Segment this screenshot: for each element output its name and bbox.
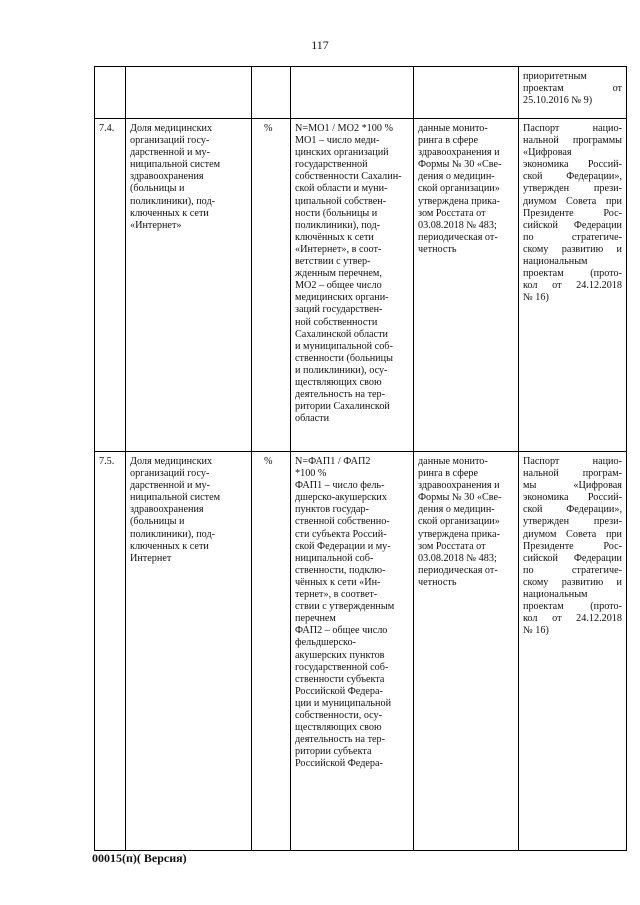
- calculation-method-line: ственности (больницы: [295, 352, 393, 364]
- calculation-method-line: ственности субъекта: [295, 673, 385, 685]
- calculation-method-line: области: [295, 413, 330, 425]
- calculation-method-line: государственной: [295, 159, 368, 171]
- calculation-method-line: и муниципальной соб-: [295, 340, 393, 352]
- data-source-line: ской организации»: [418, 183, 500, 195]
- data-source-line: утверждена прика-: [418, 528, 500, 540]
- legal-basis-line: проектам (прото-: [523, 268, 622, 280]
- indicator-name-line: «Интернет»: [130, 219, 182, 231]
- calculation-method-line: МО1 – число меди-: [295, 135, 380, 147]
- legal-basis-line: проектам (прото-: [523, 601, 622, 613]
- legal-basis-line: нальной программы: [523, 135, 622, 147]
- data-source-line: дения о медицин-: [418, 171, 495, 183]
- data-source-line: ской организации»: [418, 516, 500, 528]
- legal-basis-line: Паспорт нацио-: [523, 456, 622, 467]
- indicator-name-line: здравоохранения: [130, 504, 204, 516]
- calculation-method-line: ственности, подклю-: [295, 564, 386, 576]
- data-source-cell: [414, 67, 519, 119]
- calculation-method-line: чённых к сети «Ин-: [295, 576, 381, 588]
- legal-basis-line: сийской Федерации: [523, 219, 622, 231]
- calculation-method-line: N=ФАП1 / ФАП2: [295, 456, 371, 467]
- indicator-name-cell: [126, 119, 252, 452]
- legal-basis-line: скому развитию и: [523, 243, 622, 255]
- indicator-name-line: (больницы и: [130, 183, 185, 195]
- data-source-line: периодическая от-: [418, 231, 498, 243]
- legal-basis-line: ской Федерации»,: [523, 504, 622, 516]
- calculation-method-line: ности (больницы и: [295, 207, 378, 219]
- row-number-cell: [95, 67, 126, 119]
- calculation-method-line: собственности Сахалин-: [295, 171, 402, 183]
- data-source-line: ринга в сфере: [418, 135, 478, 147]
- calculation-method-line: ществляющих свою: [295, 722, 382, 734]
- calculation-method-line: ственной собственно-: [295, 516, 390, 528]
- data-source-line: четность: [418, 243, 457, 255]
- calculation-method-cell: [291, 67, 414, 119]
- indicator-name-line: Интернет: [130, 552, 172, 564]
- legal-basis-line: диумом Совета при: [523, 195, 622, 207]
- unit-cell: [252, 67, 291, 119]
- legal-basis-line: Паспорт нацио-: [523, 123, 622, 134]
- row-number: 7.4.: [99, 123, 115, 134]
- document-version-footer: 00015(п)( Версия): [92, 851, 187, 865]
- calculation-method-line: N=МО1 / МО2 *100 %: [295, 123, 393, 134]
- legal-basis-line: «Цифровая: [523, 147, 572, 159]
- indicator-name-line: дарственной и му-: [130, 147, 210, 159]
- calculation-method-line: ной собственности: [295, 316, 378, 328]
- legal-basis-line: приоритетным: [523, 71, 587, 82]
- page-number: 117: [311, 38, 329, 52]
- calculation-method-cell: [291, 119, 414, 452]
- calculation-method-line: деятельность на тер-: [295, 734, 386, 746]
- data-source-line: здравоохранения и: [418, 147, 500, 159]
- calculation-method-line: жденным перечнем,: [295, 268, 382, 280]
- calculation-method-line: ритории Сахалинской: [295, 401, 390, 413]
- data-source-line: 03.08.2018 № 483;: [418, 219, 497, 231]
- table-row: [95, 452, 627, 851]
- calculation-method-line: тернет», в соответ-: [295, 589, 378, 601]
- indicator-name-line: организаций госу-: [130, 135, 210, 147]
- legal-basis-line: № 16): [523, 292, 549, 304]
- legal-basis-line: кол от 24.12.2018: [523, 280, 622, 292]
- indicator-name-cell: [126, 67, 252, 119]
- indicator-name-line: организаций госу-: [130, 468, 210, 480]
- legal-basis-cell: [519, 119, 627, 452]
- table-row: [95, 67, 627, 119]
- calculation-method-line: цинских организаций: [295, 147, 389, 159]
- unit-cell: [252, 452, 291, 851]
- unit: %: [264, 123, 273, 134]
- calculation-method-line: ской Федерации и му-: [295, 540, 391, 552]
- calculation-method-line: Российской Федера-: [295, 758, 383, 770]
- data-source-cell: [414, 452, 519, 851]
- calculation-method-line: ритории субъекта: [295, 746, 372, 758]
- legal-basis-line: скому развитию и: [523, 576, 622, 588]
- legal-basis-line: экономика Россий-: [523, 492, 622, 504]
- calculation-method-line: деятельность на тер-: [295, 389, 386, 401]
- indicator-name-line: Доля медицинских: [130, 123, 213, 134]
- data-source-line: ринга в сфере: [418, 468, 478, 480]
- calculation-method-line: пунктов государ-: [295, 504, 369, 516]
- legal-basis-line: ской Федерации»,: [523, 171, 622, 183]
- legal-basis-line: утвержден прези-: [523, 183, 622, 195]
- indicators-table: [94, 66, 627, 851]
- calculation-method-line: перечнем: [295, 613, 336, 625]
- calculation-method-line: фельдшерско-: [295, 637, 356, 649]
- row-number: 7.5.: [99, 456, 115, 467]
- calculation-method-line: МО2 – общее число: [295, 280, 382, 292]
- unit-cell: [252, 119, 291, 452]
- legal-basis-line: Президенте Рос-: [523, 540, 622, 552]
- indicator-name-line: (больницы и: [130, 516, 185, 528]
- calculation-method-line: ществляющих свою: [295, 376, 382, 388]
- indicator-name-line: ниципальной систем: [130, 159, 221, 171]
- calculation-method-line: сти субъекта Россий-: [295, 528, 387, 540]
- data-source-line: здравоохранения и: [418, 480, 500, 492]
- data-source-line: утверждена прика-: [418, 195, 500, 207]
- data-source-line: зом Росстата от: [418, 540, 486, 552]
- legal-basis-line: мы «Цифровая: [523, 480, 622, 492]
- calculation-method-line: государственной соб-: [295, 661, 389, 673]
- indicator-name-line: ключенных к сети: [130, 207, 209, 219]
- indicator-name-line: здравоохранения: [130, 171, 204, 183]
- row-number-cell: [95, 452, 126, 851]
- calculation-method-line: собственности, осу-: [295, 709, 383, 721]
- legal-basis-line: экономика Россий-: [523, 159, 622, 171]
- calculation-method-line: ветствии с утвер-: [295, 256, 371, 268]
- data-source-line: Формы № 30 «Све-: [418, 159, 502, 171]
- calculation-method-line: ципальной собствен-: [295, 195, 387, 207]
- calculation-method-line: «Интернет», в соот-: [295, 243, 382, 255]
- calculation-method-line: ниципальной соб-: [295, 552, 374, 564]
- indicator-name-line: Доля медицинских: [130, 456, 213, 467]
- legal-basis-line: утвержден прези-: [523, 516, 622, 528]
- data-source-line: Формы № 30 «Све-: [418, 492, 502, 504]
- legal-basis-line: Президенте Рос-: [523, 207, 622, 219]
- indicator-name-line: дарственной и му-: [130, 480, 210, 492]
- calculation-method-line: заций государствен-: [295, 304, 383, 316]
- calculation-method-line: Российской Федера-: [295, 685, 383, 697]
- calculation-method-cell: [291, 452, 414, 851]
- legal-basis-line: кол от 24.12.2018: [523, 613, 622, 625]
- data-source-cell: [414, 119, 519, 452]
- data-source-line: данные монито-: [418, 123, 488, 134]
- data-source-line: четность: [418, 576, 457, 588]
- calculation-method-line: *100 %: [295, 468, 327, 480]
- calculation-method-line: ФАП2 – общее число: [295, 625, 388, 637]
- calculation-method-line: и поликлиники), осу-: [295, 364, 388, 376]
- data-source-line: данные монито-: [418, 456, 488, 467]
- legal-basis-line: по стратегиче-: [523, 231, 622, 243]
- row-number-cell: [95, 119, 126, 452]
- calculation-method-line: ской области и муни-: [295, 183, 388, 195]
- legal-basis-line: по стратегиче-: [523, 564, 622, 576]
- unit: %: [264, 456, 273, 467]
- calculation-method-line: ФАП1 – число фель-: [295, 480, 385, 492]
- data-source-line: зом Росстата от: [418, 207, 486, 219]
- indicator-name-line: поликлиники), под-: [130, 195, 216, 207]
- indicator-name-cell: [126, 452, 252, 851]
- legal-basis-cell: [519, 452, 627, 851]
- calculation-method-line: ствии с утвержденным: [295, 601, 395, 613]
- legal-basis-cell: [519, 67, 627, 119]
- indicator-name-line: ниципальной систем: [130, 492, 221, 504]
- calculation-method-line: акушерских пунктов: [295, 649, 385, 661]
- legal-basis-line: № 16): [523, 625, 549, 637]
- legal-basis-line: диумом Совета при: [523, 528, 622, 540]
- legal-basis-line: национальным: [523, 256, 588, 268]
- calculation-method-line: ключённых к сети: [295, 231, 374, 243]
- data-source-line: дения о медицин-: [418, 504, 495, 516]
- legal-basis-line: нальной програм-: [523, 468, 622, 480]
- legal-basis-line: 25.10.2016 № 9): [523, 95, 593, 107]
- calculation-method-line: дшерско-акушерских: [295, 492, 387, 504]
- indicator-name-line: ключенных к сети: [130, 540, 209, 552]
- calculation-method-line: ции и муниципальной: [295, 697, 392, 709]
- legal-basis-line: проектам от: [523, 83, 622, 95]
- calculation-method-line: Сахалинской области: [295, 328, 388, 340]
- data-source-line: 03.08.2018 № 483;: [418, 552, 497, 564]
- table-row: [95, 119, 627, 452]
- indicator-name-line: поликлиники), под-: [130, 528, 216, 540]
- calculation-method-line: медицинских органи-: [295, 292, 389, 304]
- legal-basis-line: национальным: [523, 589, 588, 601]
- data-source-line: периодическая от-: [418, 564, 498, 576]
- calculation-method-line: поликлиники), под-: [295, 219, 381, 231]
- legal-basis-line: сийской Федерации: [523, 552, 622, 564]
